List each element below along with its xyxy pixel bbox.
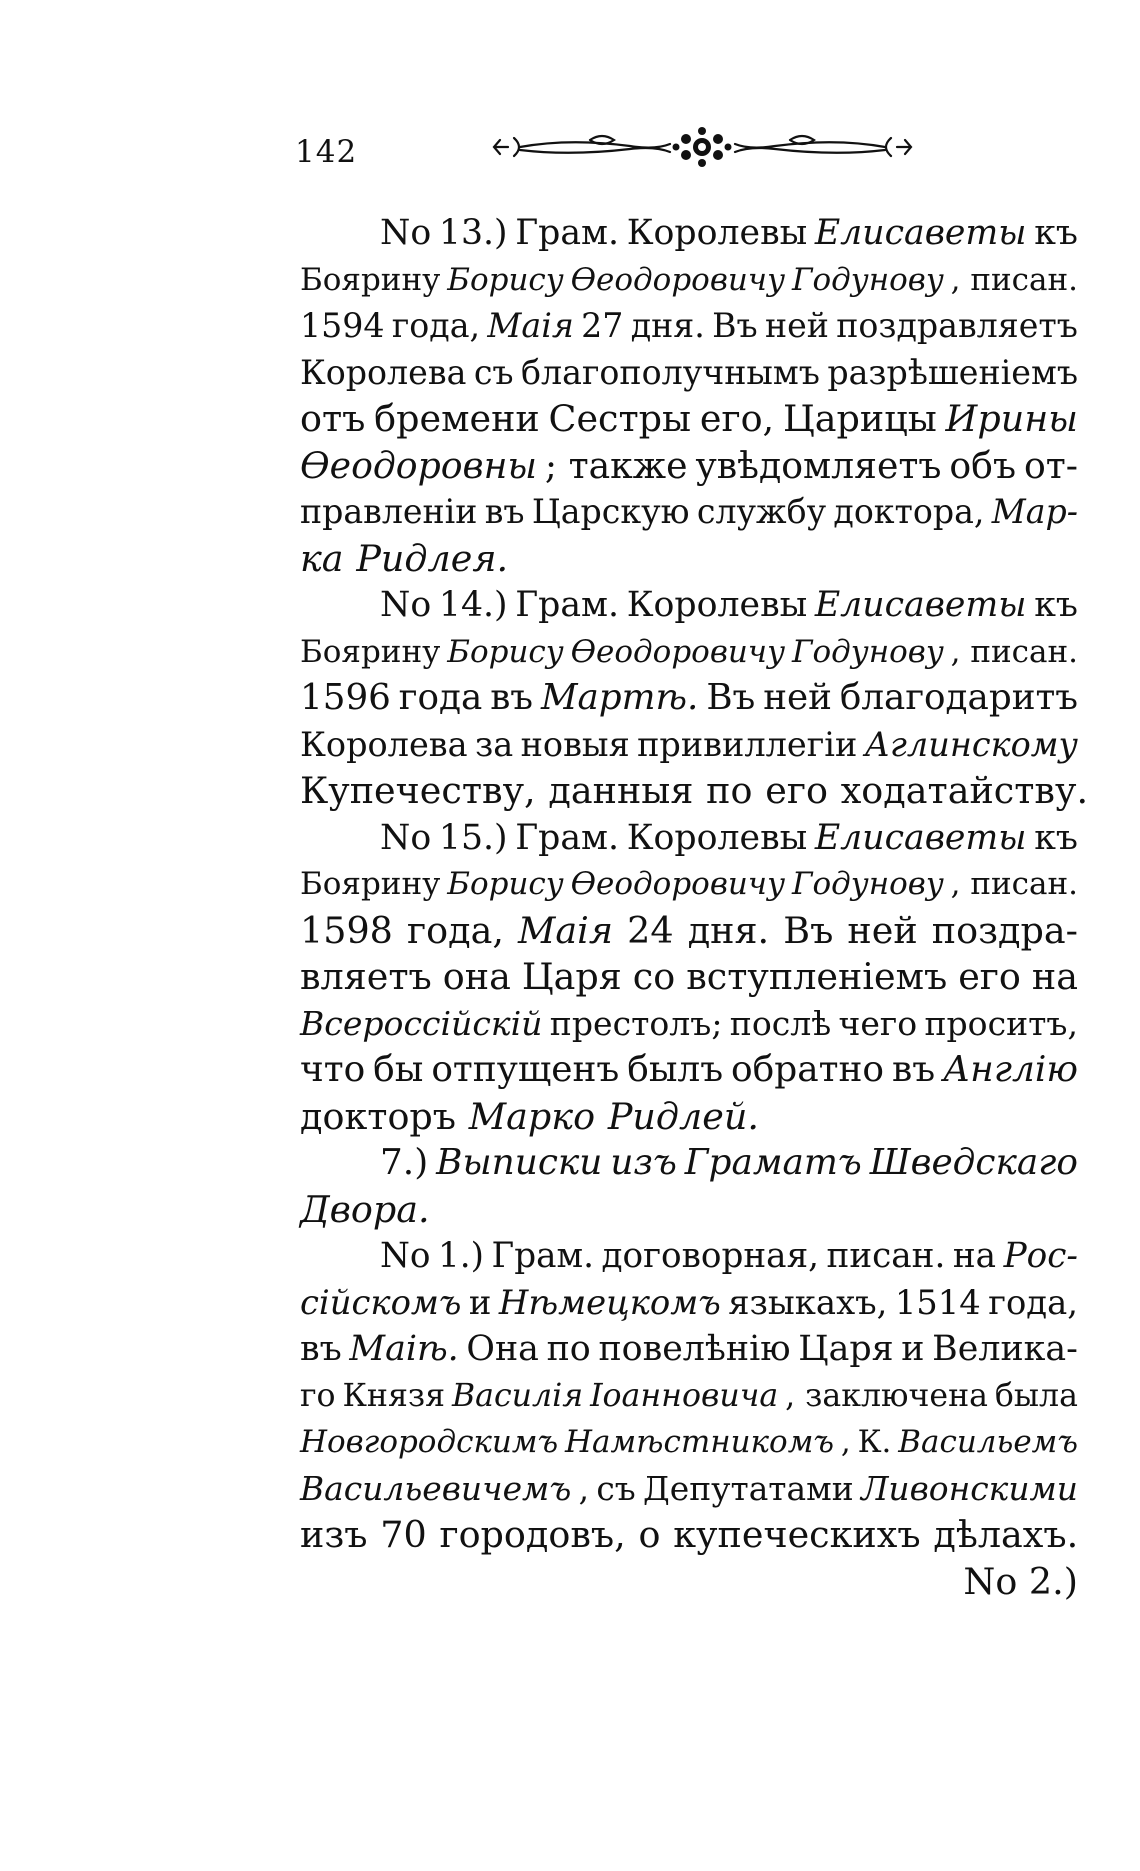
- word: Грам.: [515, 213, 620, 253]
- word: о: [638, 1513, 661, 1556]
- word: Королевы: [626, 213, 808, 253]
- word: городовъ,: [439, 1513, 626, 1556]
- text-line-14: [300, 815, 1078, 862]
- word: года,: [407, 908, 504, 952]
- word: Королевы: [626, 817, 808, 858]
- word: была: [994, 1377, 1078, 1414]
- word: Елисаветы: [814, 585, 1027, 625]
- word: его: [958, 955, 1021, 998]
- word: за: [474, 724, 514, 764]
- word: докторъ: [300, 1094, 457, 1138]
- word: No: [380, 213, 432, 253]
- text-line-20: [300, 1094, 1078, 1141]
- word: объ: [949, 443, 1016, 487]
- word: 1594: [300, 306, 385, 345]
- text-line-05: [300, 396, 1078, 443]
- word: 27: [581, 306, 624, 345]
- word: дня.: [630, 306, 705, 345]
- text-line-17: [300, 954, 1078, 1001]
- word: 1514: [894, 1282, 981, 1322]
- word: Елисаветы: [814, 213, 1027, 253]
- text-line-10: [300, 629, 1078, 676]
- word: ,: [578, 1468, 590, 1508]
- word: Ридлея.: [356, 536, 509, 580]
- word: ней: [764, 306, 829, 345]
- word: въ: [484, 492, 525, 531]
- word: Грам.: [515, 585, 620, 625]
- word: Въ: [783, 908, 834, 952]
- word: Двора.: [300, 1187, 430, 1231]
- word: Маія: [518, 908, 614, 952]
- word: Ѳеодоровичу: [570, 866, 786, 902]
- word: былъ: [627, 1049, 724, 1090]
- word: No: [380, 1236, 431, 1276]
- word: Королева: [300, 352, 467, 392]
- body-text: [300, 210, 1089, 1605]
- word: Ридлей.: [607, 1094, 759, 1138]
- word: Елисаветы: [814, 817, 1027, 858]
- word: Мар-: [991, 492, 1078, 531]
- word: Васильевичемъ: [300, 1468, 572, 1508]
- word: послѣ: [729, 1003, 832, 1043]
- word: бремени: [374, 397, 540, 440]
- word: отъ: [300, 397, 366, 440]
- word: въ: [490, 677, 534, 718]
- word: Боярину: [300, 866, 441, 902]
- word: ; также: [544, 443, 688, 487]
- page-number: 142: [295, 134, 358, 170]
- word: изъ: [300, 1513, 368, 1556]
- text-line-28: [300, 1466, 1078, 1513]
- text-line-27: [300, 1419, 1078, 1466]
- word: ,: [840, 1424, 851, 1460]
- word: въ: [300, 1329, 342, 1369]
- word: договорная,: [601, 1236, 820, 1276]
- word: дѣлахъ.: [933, 1513, 1079, 1556]
- word: ходатайству.: [840, 769, 1089, 812]
- word: ка: [300, 536, 344, 580]
- word: обратно: [731, 1049, 885, 1090]
- word: Іоанновича: [590, 1377, 779, 1414]
- word: года: [398, 677, 483, 718]
- word: она: [442, 955, 511, 998]
- word: бы: [373, 1049, 424, 1090]
- word: Купечеству,: [300, 769, 536, 812]
- word: К.: [857, 1424, 892, 1460]
- word: со: [632, 955, 676, 998]
- word: Въ: [712, 306, 758, 345]
- text-line-22: [300, 1187, 1078, 1234]
- word: 1596: [300, 677, 391, 718]
- text-line-23: [300, 1233, 1078, 1280]
- word: 14.): [438, 585, 508, 625]
- word: разрѣшеніемъ: [827, 352, 1078, 392]
- word: по: [546, 1329, 591, 1369]
- word: Васильемъ: [898, 1424, 1078, 1460]
- text-line-18: [300, 1001, 1078, 1048]
- word: , писан.: [950, 261, 1078, 298]
- word: съ: [473, 352, 514, 392]
- word: Она: [466, 1329, 539, 1369]
- word: Царскую: [531, 492, 690, 531]
- word: Ѳеодоровны: [300, 443, 537, 487]
- word: Царя: [798, 1329, 894, 1369]
- word: , заключена: [785, 1377, 988, 1414]
- word: Ѳеодоровичу: [570, 633, 786, 670]
- word: Годунову: [791, 261, 944, 298]
- word: Василія: [451, 1377, 584, 1414]
- word: что: [300, 1049, 366, 1090]
- word: Выписки: [436, 1142, 603, 1183]
- word: по: [706, 769, 753, 812]
- text-line-07: [300, 489, 1078, 536]
- word: 24: [627, 908, 674, 952]
- word: Маіѣ.: [349, 1329, 459, 1369]
- text-line-19: [300, 1047, 1078, 1094]
- word: въ: [891, 1049, 936, 1090]
- word: 7.): [380, 1142, 429, 1183]
- catchword: [300, 1559, 1078, 1606]
- page-header: [295, 120, 1115, 180]
- word: Мартѣ.: [540, 677, 699, 718]
- word: No: [380, 817, 432, 858]
- word: Грам.: [515, 817, 620, 858]
- word: 15.): [438, 817, 508, 858]
- word: на: [1031, 955, 1078, 998]
- word: , писан.: [950, 866, 1078, 902]
- text-line-25: [300, 1326, 1078, 1373]
- text-line-15: [300, 861, 1078, 908]
- word: Ѳеодоровичу: [570, 261, 786, 298]
- word: поздра-: [931, 908, 1078, 952]
- word: вляетъ: [300, 955, 432, 998]
- word: благодаритъ: [839, 677, 1078, 718]
- word: Боярину: [300, 633, 441, 670]
- word: благополучнымъ: [521, 352, 820, 392]
- word: службу: [696, 492, 827, 531]
- word: Сестры: [548, 397, 692, 440]
- word: года,: [988, 1282, 1078, 1322]
- word: 13.): [438, 213, 508, 253]
- word: Боярину: [300, 261, 441, 298]
- word: и: [468, 1282, 492, 1322]
- word: Ливонскими: [860, 1468, 1078, 1508]
- word: Депутатами: [642, 1468, 854, 1508]
- word: Борису: [447, 633, 564, 670]
- word: къ: [1034, 213, 1078, 253]
- text-line-26: [300, 1373, 1078, 1420]
- word: Королевы: [626, 585, 808, 625]
- word: чего: [838, 1003, 918, 1043]
- word: от-: [1023, 443, 1078, 487]
- word: къ: [1034, 585, 1078, 625]
- word: его,: [699, 397, 775, 440]
- word: сійскомъ: [300, 1282, 462, 1322]
- word: Намѣстникомъ: [565, 1424, 835, 1460]
- word: и: [901, 1329, 925, 1369]
- text-line-03: [300, 303, 1078, 350]
- word: ней: [847, 908, 918, 952]
- word: увѣдомляетъ: [695, 443, 942, 487]
- word: на: [952, 1236, 997, 1276]
- word: 70: [380, 1513, 427, 1556]
- word: вступленіемъ: [686, 955, 948, 998]
- word: Царя: [521, 955, 622, 998]
- word: Англію: [942, 1049, 1078, 1090]
- word: купеческихъ: [673, 1513, 921, 1556]
- text-line-21: [300, 1140, 1078, 1187]
- word: Борису: [447, 261, 564, 298]
- word: Князя: [342, 1377, 446, 1414]
- word: Королева: [300, 724, 468, 764]
- word: поздравляетъ: [836, 306, 1078, 345]
- word: года,: [391, 306, 481, 345]
- text-line-12: [300, 722, 1078, 769]
- word: 1598: [300, 908, 393, 952]
- ornament-icon: [490, 124, 915, 170]
- text-line-06: [300, 443, 1078, 490]
- word: писан.: [826, 1236, 946, 1276]
- word: Рос-: [1003, 1236, 1078, 1276]
- text-line-02: [300, 257, 1078, 304]
- text-line-29: [300, 1512, 1078, 1559]
- word: Борису: [447, 866, 564, 902]
- text-line-11: [300, 675, 1078, 722]
- word: съ: [596, 1468, 636, 1508]
- text-line-16: [300, 908, 1078, 955]
- word: Грам.: [491, 1236, 594, 1276]
- text-line-24: [300, 1280, 1078, 1327]
- text-line-04: [300, 350, 1078, 397]
- word: Новгородскимъ: [300, 1424, 559, 1460]
- word: данныя: [548, 769, 694, 812]
- text-line-13: [300, 768, 1089, 815]
- word: Ирины: [945, 397, 1078, 440]
- word: Въ: [706, 677, 756, 718]
- word: 1.): [438, 1236, 485, 1276]
- word: Шведскаго: [869, 1142, 1078, 1183]
- word: престолъ;: [549, 1003, 723, 1043]
- word: привиллегіи: [637, 724, 858, 764]
- word: къ: [1034, 817, 1078, 858]
- text-line-08: [300, 536, 1078, 583]
- word: Аглинскому: [864, 724, 1078, 764]
- word: Царицы: [782, 397, 937, 440]
- word: доктора,: [833, 492, 985, 531]
- word: No: [380, 585, 432, 625]
- word: отпущенъ: [431, 1049, 620, 1090]
- word: Годунову: [791, 633, 944, 670]
- word: Марко: [468, 1094, 596, 1138]
- word: повелѣнію: [598, 1329, 791, 1369]
- word: , писан.: [950, 633, 1078, 670]
- word: Граматъ: [684, 1142, 862, 1183]
- text-line-09: [300, 582, 1078, 629]
- word: его: [765, 769, 828, 812]
- word: Всероссійскій: [300, 1003, 543, 1043]
- word: изъ: [610, 1142, 677, 1183]
- word: проситъ,: [924, 1003, 1078, 1043]
- word: Годунову: [791, 866, 944, 902]
- word: го: [300, 1377, 336, 1414]
- word: новыя: [520, 724, 630, 764]
- word: Нѣмецкомъ: [498, 1282, 721, 1322]
- word: языкахъ,: [728, 1282, 888, 1322]
- word: ней: [763, 677, 832, 718]
- word: дня.: [687, 908, 770, 952]
- word: Маія: [487, 306, 574, 345]
- catchword-text: No 2.): [963, 1559, 1078, 1603]
- word: правленіи: [300, 492, 478, 531]
- text-line-01: [300, 210, 1078, 257]
- word: Велика-: [932, 1329, 1078, 1369]
